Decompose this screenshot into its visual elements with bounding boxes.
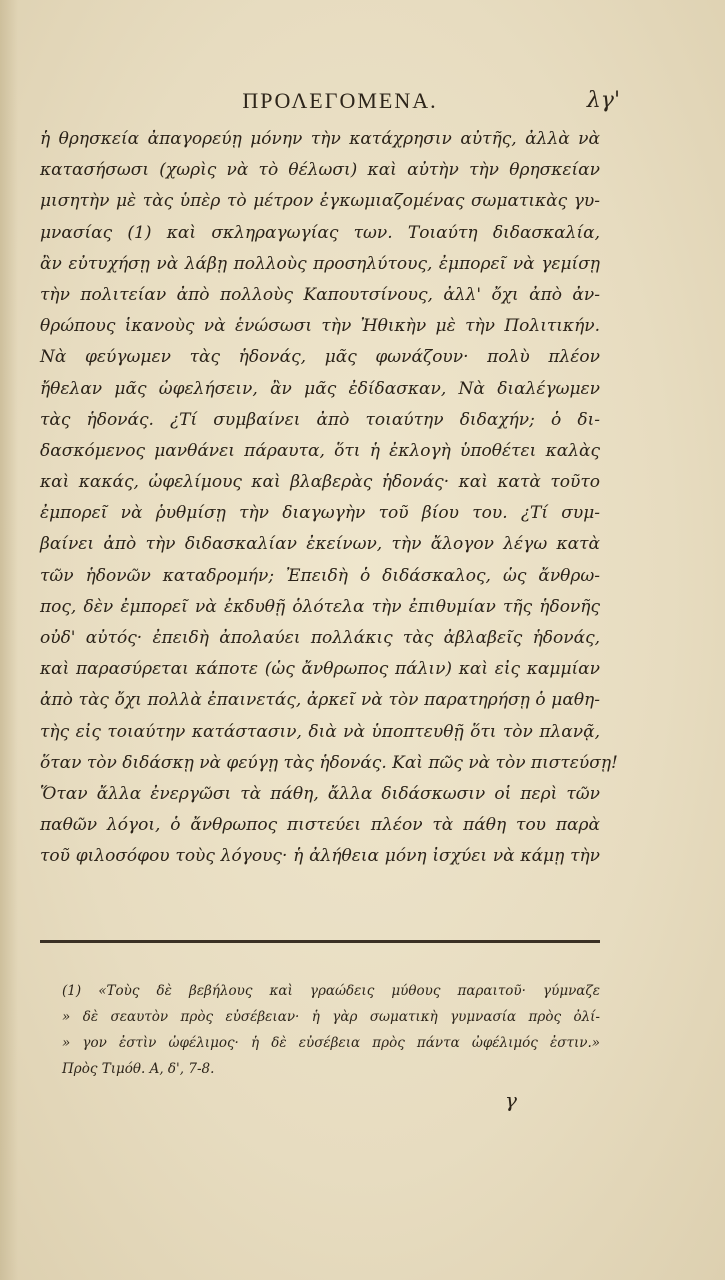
signature-mark: γ: [505, 1088, 517, 1112]
text-line: Ὅταν ἄλλα ἐνεργῶσι τὰ πάθη, ἄλλα διδάσκωσιν οἱ περὶ τῶν: [40, 783, 600, 804]
text-line: ἂν εὐτυχήσῃ νὰ λάβῃ πολλοὺς προσηλύτους, ἐμπορεῖ νὰ γεμίσῃ: [40, 253, 600, 274]
text-line: τὴν πολιτείαν ἀπὸ πολλοὺς Καπουτσίνους, ἀλλ' ὄχι ἀπὸ ἀν-: [40, 284, 600, 305]
footnote-line: » γον ἐστὶν ὠφέλιμος· ἡ δὲ εὐσέβεια πρὸς πάντα ὠφέλιμός ἐστιν.»: [62, 1035, 600, 1051]
text-line: παθῶν λόγοι, ὁ ἄνθρωπος πιστεύει πλέον τὰ πάθη του παρὰ: [40, 815, 600, 836]
text-line: Νὰ φεύγωμεν τὰς ἡδονάς, μᾶς φωνάζουν· πολὺ πλέον: [40, 347, 600, 368]
text-line: ἡ θρησκεία ἀπαγορεύῃ μόνην τὴν κατάχρησιν αὐτῆς, ἀλλὰ νὰ: [40, 129, 600, 149]
text-line: τὴς εἰς τοιαύτην κατάστασιν, διὰ νὰ ὑποπτευθῇ ὅτι τὸν πλανᾷ,: [40, 721, 600, 742]
text-line: καὶ κακάς, ὠφελίμους καὶ βλαβερὰς ἡδονάς· καὶ κατὰ τοῦτο: [40, 472, 600, 493]
text-line: μισητὴν μὲ τὰς ὑπὲρ τὸ μέτρον ἐγκωμιαζομένας σωματικὰς γυ-: [40, 191, 600, 212]
footnote-line: (1) «Τοὺς δὲ βεβήλους καὶ γραώδεις μύθους παραιτοῦ· γύμναζε: [62, 983, 600, 999]
footnote-citation: Πρὸς Τιμόθ. Α, δ', 7-8.: [62, 1061, 215, 1077]
text-line: ἐμπορεῖ νὰ ῥυθμίσῃ τὴν διαγωγὴν τοῦ βίου του. ¿Τί συμ-: [40, 503, 600, 524]
text-line: ἀπὸ τὰς ὄχι πολλὰ ἐπαινετάς, ἀρκεῖ νὰ τὸν παρατηρήσῃ ὁ μαθη-: [40, 690, 600, 711]
text-line: ὅταν τὸν διδάσκῃ νὰ φεύγῃ τὰς ἡδονάς. Καὶ πῶς νὰ τὸν πιστεύσῃ!: [40, 752, 618, 773]
text-line: κατασήσωσι (χωρὶς νὰ τὸ θέλωσι) καὶ αὐτὴν τὴν θρησκείαν: [40, 160, 600, 181]
text-line: τοῦ φιλοσόφου τοὺς λόγους· ἡ ἀλήθεια μόνη ἰσχύει νὰ κάμῃ τὴν: [40, 846, 600, 867]
text-line: οὐδ' αὐτός· ἐπειδὴ ἀπολαύει πολλάκις τὰς ἀβλαβεῖς ἡδονάς,: [40, 628, 600, 648]
text-line: καὶ παρασύρεται κάποτε (ὡς ἄνθρωπος πάλιν) καὶ εἰς καμμίαν: [40, 659, 600, 680]
footnote-line: » δὲ σεαυτὸν πρὸς εὐσέβειαν· ἡ γὰρ σωματικὴ γυμνασία πρὸς ὀλί-: [62, 1009, 600, 1025]
text-line: δασκόμενος μανθάνει πάραυτα, ὅτι ἡ ἐκλογὴ ὑποθέτει καλὰς: [40, 440, 600, 461]
text-line: βαίνει ἀπὸ τὴν διδασκαλίαν ἐκείνων, τὴν ἄλογον λέγω κατὰ: [40, 534, 600, 555]
page-number: λγ': [586, 88, 620, 113]
text-line: ἤθελαν μᾶς ὠφελήσειν, ἂν μᾶς ἐδίδασκαν, Νὰ διαλέγωμεν: [40, 378, 600, 399]
text-line: πος, δὲν ἐμπορεῖ νὰ ἐκδυθῇ ὁλότελα τὴν ἐπιθυμίαν τῆς ἡδονῆς: [40, 596, 600, 617]
text-line: τῶν ἡδονῶν καταδρομήν; Ἐπειδὴ ὁ διδάσκαλος, ὡς ἄνθρω-: [40, 565, 600, 586]
text-line: μνασίας (1) καὶ σκληραγωγίας των. Τοιαύτη διδασκαλία,: [40, 222, 600, 243]
footnote: [62, 978, 600, 1082]
text-line: θρώπους ἱκανοὺς νὰ ἑνώσωσι τὴν Ἠθικὴν μὲ τὴν Πολιτικήν.: [40, 316, 600, 337]
body-text: [40, 124, 618, 873]
text-line: τὰς ἡδονάς. ¿Τί συμβαίνει ἀπὸ τοιαύτην διδαχήν; ὁ δι-: [40, 409, 600, 430]
footnote-divider: [40, 940, 600, 943]
page-header: [60, 88, 620, 124]
running-title: ΠΡΟΛΕΓΟΜΕΝΑ.: [242, 88, 438, 113]
